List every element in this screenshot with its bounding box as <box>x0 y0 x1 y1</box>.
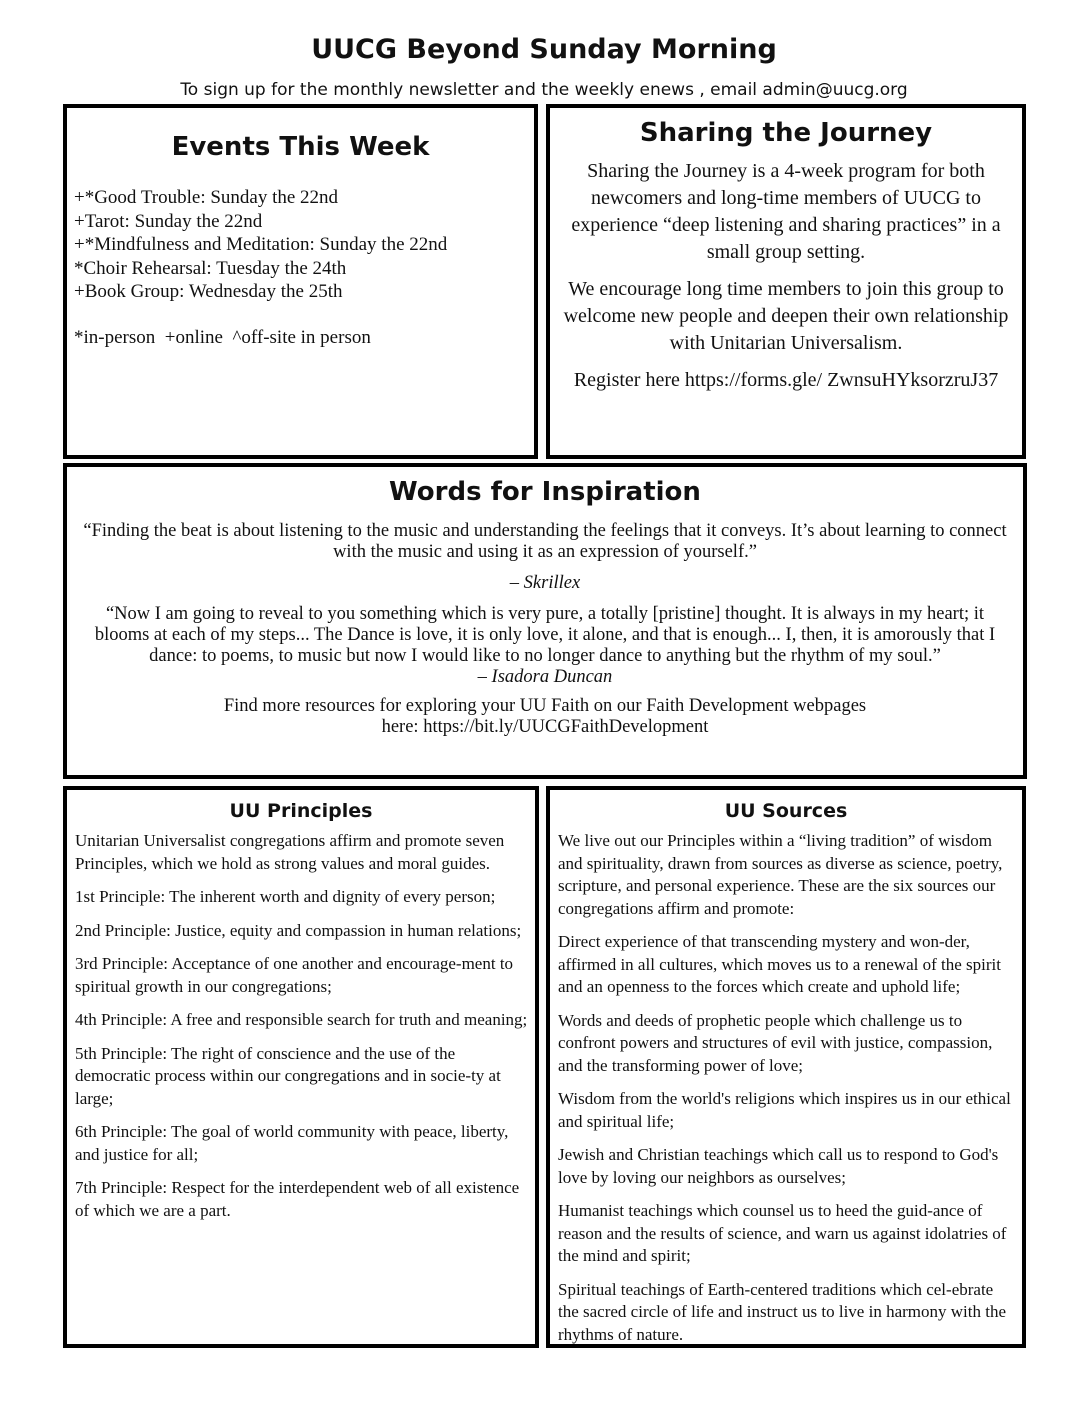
words-for-inspiration-box <box>63 463 1027 779</box>
sharing-the-journey-box <box>546 104 1026 459</box>
source-item: Wisdom from the world's religions which inspires us in our ethical and spiritual life; <box>558 1089 1011 1131</box>
source-item: Words and deeds of prophetic people which challenge us to confront powers and structures of evil with justice, compassion, and the transforming power of love; <box>558 1010 993 1075</box>
principle-item: 3rd Principle: Acceptance of one another and encourage-ment to spiritual growth in our congregations; <box>75 954 514 996</box>
principle-item: 6th Principle: The goal of world community with peace, liberty, and justice for all; <box>75 1122 509 1164</box>
sharing-heading: Sharing the Journey <box>639 118 933 148</box>
quote-attribution: – Skrillex <box>509 573 581 593</box>
sharing-register-link[interactable]: Register here https://forms.gle/ ZwnsuHYksorzruJ37 <box>573 369 999 391</box>
source-item: Humanist teachings which counsel us to heed the guid-ance of reason and the results of science, and warn us against idolatries of the mind and spirit; <box>558 1201 1007 1265</box>
sharing-paragraph: We encourage long time members to join this group to welcome new people and deepen their own relationship with Unitarian Universalism. <box>563 278 1009 354</box>
source-item: Jewish and Christian teachings which call us to respond to God's love by loving our neighbors as ourselves; <box>558 1145 999 1187</box>
quote-attribution: – Isadora Duncan <box>477 667 613 687</box>
sources-heading: UU Sources <box>724 800 848 822</box>
principle-item: 4th Principle: A free and responsible search for truth and meaning; <box>75 1010 528 1029</box>
events-this-week-box <box>63 104 538 459</box>
source-item: Spiritual teachings of Earth-centered traditions which cel-ebrate the sacred circle of life and instruct us to live in harmony with the rhythms of nature. <box>558 1279 1007 1344</box>
source-item: Direct experience of that transcending mystery and won-der, affirmed in all cultures, which moves us to a renewal of the spirit and an openness to the forces which create and uphold life; <box>558 932 1001 996</box>
uu-sources-box <box>546 786 1026 1348</box>
principle-item: 1st Principle: The inherent worth and dignity of every person; <box>75 887 496 906</box>
event-item: *Choir Rehearsal: Tuesday the 24th <box>74 257 347 279</box>
quote-skrillex: “Finding the beat is about listening to the music and understanding the feelings that it conveys. It’s about learning to connect with the music and using it as an expression of yourself.” <box>83 521 1007 562</box>
principles-heading: UU Principles <box>229 800 373 822</box>
sharing-body <box>550 158 1022 394</box>
sources-body <box>550 830 1022 1346</box>
inspiration-body <box>67 521 1023 738</box>
principles-body <box>67 830 535 1222</box>
events-heading: Events This Week <box>171 132 430 162</box>
inspiration-heading: Words for Inspiration <box>389 477 701 507</box>
quote-duncan: “Now I am going to reveal to you something which is very pure, a totally [pristine] thought. It is always in my heart; it blooms at each of my steps... The Dance is love, it is only love, it alone, and that is enough... I, then, it is amorously that I dance: to poems, to music but now I would like to no longer dance to anything but the rhythm of my soul.” <box>94 604 996 666</box>
event-item: +Book Group: Wednesday the 25th <box>74 281 343 302</box>
event-item: +*Good Trouble: Sunday the 22nd <box>74 187 339 208</box>
newsletter-signup-text: To sign up for the monthly newsletter and the weekly enews , email admin@uucg.org <box>180 80 908 100</box>
sources-paragraph: We live out our Principles within a “living tradition” of wisdom and spirituality, drawn from sources as diverse as science, poetry, scripture, and personal experience. These are the six sources our congregations affirm and promote: <box>558 831 1003 918</box>
events-legend: *in-person +online ^off-site in person <box>74 327 371 348</box>
page-title: UUCG Beyond Sunday Morning <box>311 34 777 65</box>
sharing-paragraph: Sharing the Journey is a 4-week program for both newcomers and long-time members of UUCG to experience “deep listening and sharing practices” in a small group setting. <box>571 160 1001 263</box>
faith-development-link[interactable]: Find more resources for exploring your UU Faith on our Faith Development webpages here: https://bit.ly/UUCGFaithDevelopment <box>223 696 867 737</box>
uu-principles-box <box>63 786 539 1348</box>
event-item: +Tarot: Sunday the 22nd <box>74 210 263 232</box>
principle-item: 5th Principle: The right of conscience and the use of the democratic process within our congregations and in socie-ty at large; <box>75 1043 501 1108</box>
events-list <box>74 186 447 304</box>
event-item: +*Mindfulness and Meditation: Sunday the 22nd <box>74 234 448 255</box>
principle-item: 2nd Principle: Justice, equity and compassion in human relations; <box>75 920 522 940</box>
principle-item: 7th Principle: Respect for the interdependent web of all existence of which we are a part. <box>75 1178 520 1220</box>
principles-paragraph: Unitarian Universalist congregations affirm and promote seven Principles, which we hold as strong values and moral guides. <box>75 831 505 873</box>
